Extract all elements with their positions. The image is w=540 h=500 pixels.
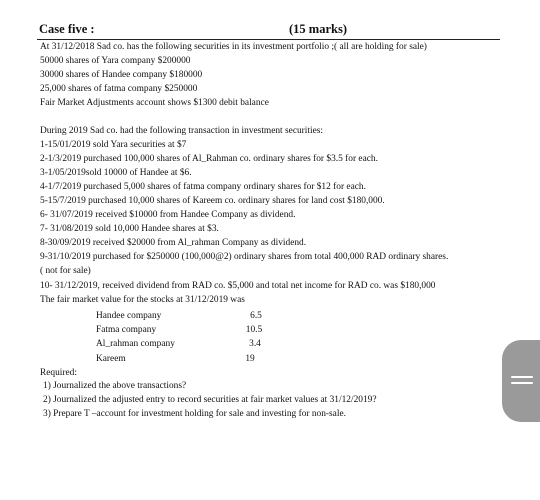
- stock-value: 6.5: [250, 311, 262, 321]
- stock-value: 3.4: [249, 339, 261, 349]
- intro-line: 30000 shares of Handee company $180000: [40, 70, 203, 80]
- transaction-line: 3-1/05/2019sold 10000 of Handee at $6.: [40, 168, 192, 178]
- transaction-line: 1-15/01/2019 sold Yara securities at $7: [40, 140, 187, 150]
- case-header: [39, 22, 499, 38]
- required-item: 1) Journalized the above transactions?: [43, 381, 187, 391]
- stock-name: Handee company: [96, 311, 162, 321]
- required-label: Required:: [40, 368, 77, 378]
- marks-label: (15 marks): [289, 22, 347, 36]
- transaction-line: 8-30/09/2019 received $20000 from Al_rahman Company as dividend.: [40, 238, 307, 248]
- transactions-intro: During 2019 Sad co. had the following transaction in investment securities:: [40, 126, 324, 136]
- required-item: 3) Prepare T –account for investment holding for sale and investing for non-sale.: [43, 409, 346, 419]
- intro-line: 25,000 shares of fatma company $250000: [40, 84, 198, 94]
- stock-name: Kareem: [96, 354, 126, 364]
- stock-value: 10.5: [245, 325, 263, 335]
- required-item: 2) Journalized the adjusted entry to record securities at fair market values at 31/12/2019?: [43, 395, 377, 405]
- header-divider: [37, 39, 500, 40]
- transaction-line: 10- 31/12/2019, received dividend from RAD co. $5,000 and total net income for RAD co. was $180,000: [40, 281, 436, 291]
- stock-name: Fatma company: [96, 325, 157, 335]
- transaction-line: 6- 31/07/2019 received $10000 from Handee Company as dividend.: [40, 210, 296, 220]
- stock-name: Al_rahman company: [96, 339, 175, 349]
- transaction-line: 2-1/3/2019 purchased 100,000 shares of Al_Rahman co. ordinary shares for $3.5 for each.: [40, 154, 378, 164]
- transaction-line: ( not for sale): [40, 266, 91, 276]
- fair-value-intro: The fair market value for the stocks at 31/12/2019 was: [40, 295, 245, 305]
- intro-line: 50000 shares of Yara company $200000: [40, 56, 191, 66]
- transaction-line: 9-31/10/2019 purchased for $250000 (100,000@2) ordinary shares from total 400,000 RAD ordinary shares.: [40, 252, 449, 262]
- side-panel-handle[interactable]: [502, 340, 540, 422]
- intro-line: Fair Market Adjustments account shows $1300 debit balance: [40, 98, 269, 108]
- transaction-line: 5-15/7/2019 purchased 10,000 shares of Kareem co. ordinary shares for land cost $180,000.: [40, 196, 385, 206]
- stock-value: 19: [245, 354, 255, 364]
- case-title: Case five :: [39, 22, 95, 36]
- intro-line: At 31/12/2018 Sad co. has the following securities in its investment portfolio ;( all are holding for sale): [40, 42, 427, 52]
- transaction-line: 7- 31/08/2019 sold 10,000 Handee shares at $3.: [40, 224, 219, 234]
- transaction-line: 4-1/7/2019 purchased 5,000 shares of fatma company ordinary shares for $12 for each.: [40, 182, 366, 192]
